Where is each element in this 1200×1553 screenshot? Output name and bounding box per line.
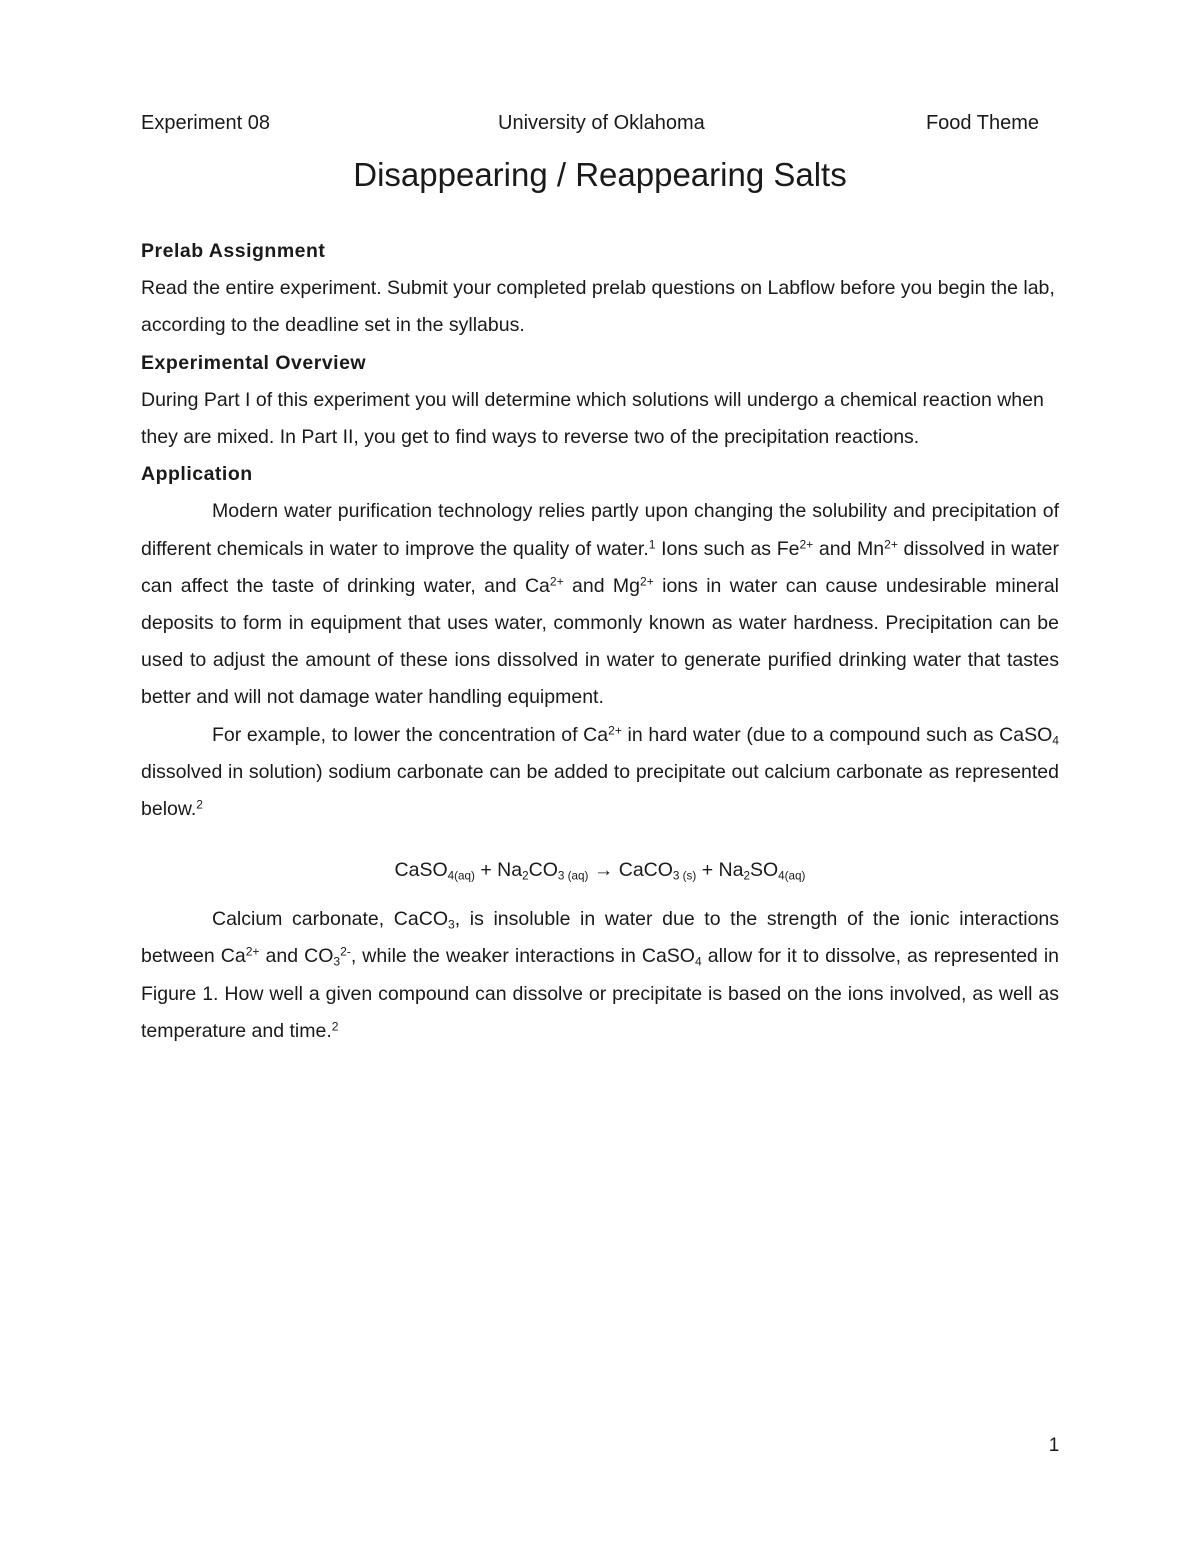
header-experiment-number: Experiment 08 [141, 112, 270, 134]
citation-1: 1 [648, 536, 656, 551]
eq-subscript: 4(aq) [447, 869, 475, 883]
overview-text: During Part I of this experiment you will determine which solutions will undergo a chemical reaction when they are mixed. In Part II, you get to find ways to reverse two of the precipitation reactions. [141, 388, 1044, 449]
eq-part: + Na [696, 859, 744, 882]
header-institution: University of Oklahoma [498, 112, 705, 134]
text-run: dissolved in water can affect the taste of drinking water, and Ca [141, 537, 1059, 597]
charge-co3: 2- [340, 944, 351, 959]
text-run: in hard water (due to a compound such as CaSO [621, 723, 1053, 746]
running-header [141, 108, 1039, 138]
prelab-text: Read the entire experiment. Submit your completed prelab questions on Labflow before you begin the lab, according to the deadline set in the syllabus. [141, 277, 1055, 337]
subscript-so4: 4 [1052, 733, 1059, 748]
text-run: Calcium carbonate, CaCO [212, 908, 448, 931]
text-run: and Mg [563, 574, 640, 597]
eq-subscript: 3 (aq) [557, 869, 589, 883]
subscript-co3: 3 [333, 954, 341, 969]
charge-ca: 2+ [245, 944, 260, 959]
text-run: and CO [259, 945, 334, 968]
application-paragraph-2 [141, 717, 1059, 829]
eq-subscript: 2 [522, 869, 529, 883]
charge-ca: 2+ [608, 723, 622, 737]
text-run: ions in water can cause undesirable mineral deposits to form in equipment that uses water, commonly known as water hardness. Precipitation can be used to adjust the amount of these ions dissolved in water to generate purified drinking water that tastes better and will not damage water handling equipment. [141, 574, 1060, 709]
prelab-heading: Prelab Assignment [141, 240, 326, 262]
eq-part: + Na [474, 859, 523, 882]
eq-part: SO [749, 859, 779, 882]
subscript-so4: 4 [694, 954, 702, 969]
text-run: , is insoluble in water due to the strength of the ionic interactions between Ca [141, 908, 1060, 968]
application-paragraph-3 [141, 901, 1059, 1050]
eq-subscript: 4(aq) [778, 869, 806, 883]
overview-heading: Experimental Overview [141, 351, 367, 374]
application-heading: Application [141, 463, 253, 486]
text-run: Ions such as Fe [655, 537, 800, 560]
text-run: Modern water purification technology relies partly upon changing the solubility and precipitation of different chemicals in water to improve the quality of water. [141, 500, 1059, 560]
text-run: For example, to lower the concentration of Ca [212, 723, 609, 746]
charge-fe: 2+ [799, 536, 814, 551]
citation-2: 2 [331, 1019, 339, 1034]
charge-ca: 2+ [549, 574, 564, 589]
text-run: , while the weaker interactions in CaSO [350, 945, 695, 968]
chemical-equation [141, 852, 1059, 889]
text-run: and Mn [813, 537, 885, 560]
citation-2: 2 [196, 797, 204, 812]
eq-arrow: → CaCO [588, 859, 673, 882]
application-paragraph-1 [141, 493, 1059, 716]
document-title: Disappearing / Reappearing Salts [353, 156, 847, 193]
eq-part: CO [528, 859, 558, 882]
charge-mn: 2+ [884, 536, 898, 551]
document-body [141, 233, 1059, 1050]
text-run: dissolved in solution) sodium carbonate can be added to precipitate out calcium carbonate as represented below. [141, 760, 1059, 821]
eq-subscript: 2 [743, 869, 750, 883]
subscript-caco3: 3 [448, 917, 455, 932]
eq-subscript: 3 (s) [672, 869, 697, 883]
eq-part: CaSO [394, 859, 448, 882]
header-theme: Food Theme [925, 112, 1039, 134]
page-number: 1 [1048, 1435, 1060, 1456]
chemical-equation-block [141, 852, 1059, 889]
charge-mg: 2+ [640, 574, 654, 589]
text-run: allow for it to dissolve, as represented in Figure 1. How well a given compound can dissolve or precipitate is based on the ions involved, as well as temperature and time. [141, 945, 1059, 1042]
